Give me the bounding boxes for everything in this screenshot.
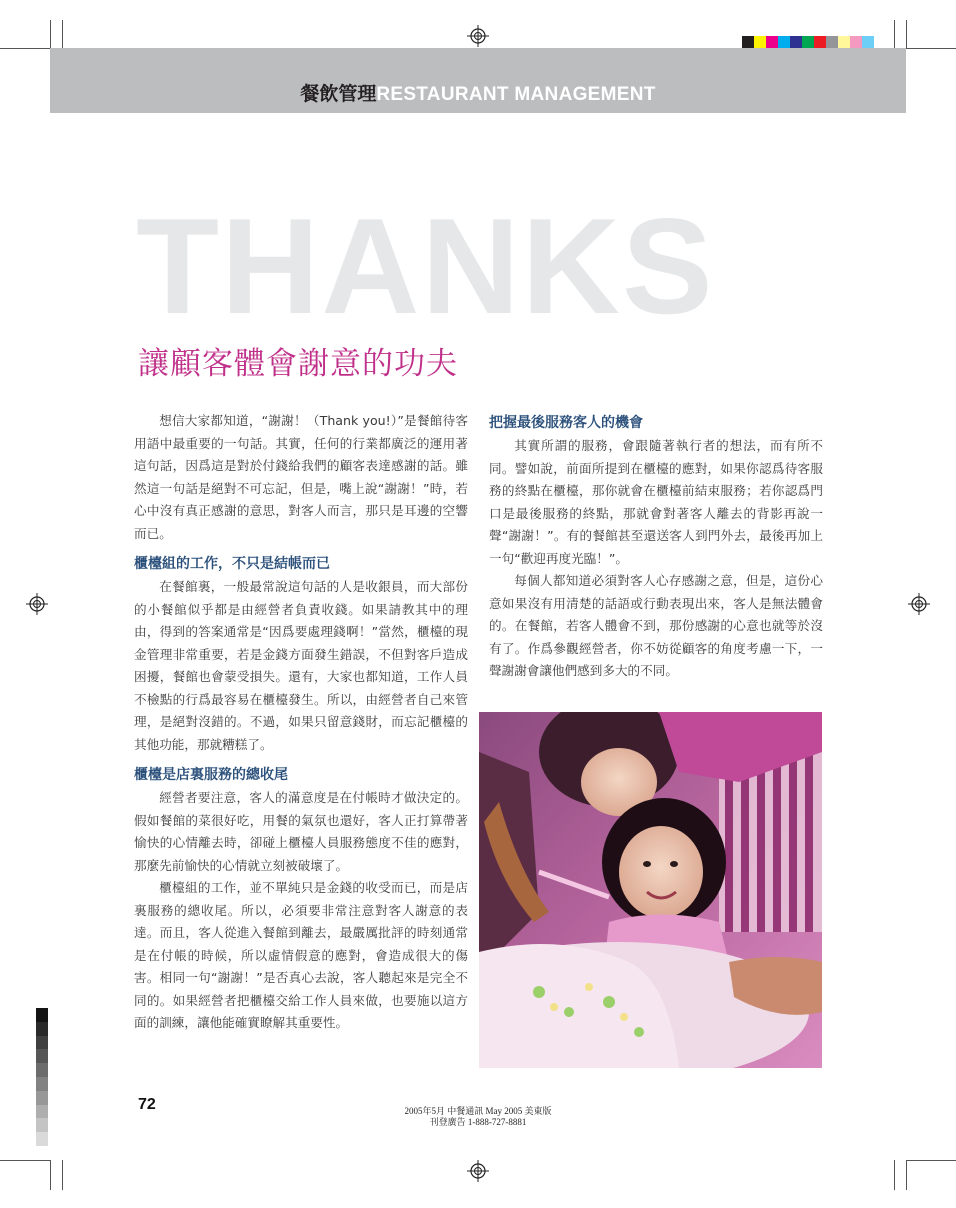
footer-line-1: 2005年5月 中餐通訊 May 2005 美東版 [404, 1106, 552, 1116]
paragraph: 其實所謂的服務，會跟隨著執行者的想法，而有所不同。譬如說，前面所提到在櫃檯的應對，如果你認爲待客服務的終點在櫃檯，那你就會在櫃檯前結束服務；若你認爲門口是最後服務的終點，那就會對著客人離去的背影再說一聲“謝謝！”。有的餐館甚至還送客人到門外去，最後再加上一句“歡迎再度光臨！”。 [489, 438, 823, 566]
color-swatch [838, 36, 850, 48]
color-swatch [754, 36, 766, 48]
section-header [0, 84, 956, 106]
crop-mark [50, 20, 51, 48]
paragraph: 經營者要注意，客人的滿意度是在付帳時才做決定的。假如餐館的菜很好吃，用餐的氣氛也還好，客人正打算帶著愉快的心情離去時，卻碰上櫃檯人員服務態度不佳的應對，那麼先前愉快的心情就立刻被破壞了。 [134, 790, 468, 873]
color-swatch [766, 36, 778, 48]
footer-line-2: 刊登廣告 1-888-727-8881 [429, 1117, 527, 1127]
left-column [134, 410, 468, 1035]
crop-mark [0, 1160, 50, 1161]
registration-mark-icon [467, 25, 489, 47]
article-title: 讓顧客體會謝意的功夫 [138, 346, 458, 382]
footer [300, 1106, 656, 1128]
color-bar [742, 36, 874, 48]
right-column [489, 411, 823, 683]
color-swatch [814, 36, 826, 48]
color-swatch [826, 36, 838, 48]
page-number: 72 [138, 1096, 156, 1113]
section-heading: 櫃檯組的工作，不只是結帳而已 [134, 556, 330, 572]
grayscale-step [36, 1049, 48, 1063]
registration-mark-icon [908, 593, 930, 615]
section-title-english: RESTAURANT MANAGEMENT [376, 84, 656, 105]
crop-mark [906, 1160, 907, 1190]
paragraph: 櫃檯組的工作，並不單純只是金錢的收受而已，而是店裏服務的總收尾。所以，必須要非常注意對客人謝意的表達。而且，客人從進入餐館到離去，最嚴厲批評的時刻通常是在付帳的時候，所以虛情假意的應對，會造成很大的傷害。相同一句“謝謝！”是否真心去說，客人聽起來是完全不同的。如果經營者把櫃檯交給工作人員來做，也要施以這方面的訓練，讓他能確實瞭解其重要性。 [134, 880, 468, 1030]
color-swatch [742, 36, 754, 48]
section-title-chinese: 餐飲管理 [300, 84, 377, 105]
background-word: THANKS [136, 190, 715, 342]
crop-mark [62, 20, 63, 48]
registration-mark-icon [467, 1160, 489, 1182]
crop-mark [906, 20, 907, 48]
color-swatch [802, 36, 814, 48]
crop-mark [906, 48, 956, 49]
crop-mark [894, 20, 895, 48]
color-swatch [850, 36, 862, 48]
section-heading: 把握最後服務客人的機會 [489, 415, 643, 431]
crop-mark [894, 1160, 895, 1190]
paragraph: 想信大家都知道，“謝謝！（Thank you!）”是餐館待客用語中最重要的一句話。其實，任何的行業都廣泛的運用著這句話，因爲這是對於付錢給我們的顧客表達感謝的話。雖然這一句話是絕對不可忘記，但是，嘴上說“謝謝！”時，若心中沒有真正感謝的意思，對客人而言，那只是耳邊的空響而已。 [134, 413, 468, 541]
color-swatch [778, 36, 790, 48]
grayscale-step [36, 1036, 48, 1050]
crop-mark [62, 1160, 63, 1190]
grayscale-step [36, 1063, 48, 1077]
grayscale-step [36, 1077, 48, 1091]
crop-mark [50, 1160, 51, 1190]
grayscale-step [36, 1091, 48, 1105]
registration-mark-icon [26, 593, 48, 615]
section-heading: 櫃檯是店裏服務的總收尾 [134, 767, 288, 783]
grayscale-step [36, 1132, 48, 1146]
crop-mark [906, 1160, 956, 1161]
color-swatch [790, 36, 802, 48]
grayscale-step [36, 1008, 48, 1022]
grayscale-bar [36, 1008, 48, 1146]
grayscale-step [36, 1022, 48, 1036]
grayscale-step [36, 1118, 48, 1132]
paragraph: 在餐館裏，一般最常說這句話的人是收銀員，而大部份的小餐館似乎都是由經營者負責收錢。如果請教其中的理由，得到的答案通常是“因爲要處理錢啊！”當然，櫃檯的現金管理非常重要，若是金錢方面發生錯誤，不但對客戶造成困擾，餐館也會蒙受損失。還有，大家也都知道，工作人員不檢點的行爲最容易在櫃檯發生。所以，由經營者自己來管理，是絕對沒錯的。不過，如果只留意錢財，而忘記櫃檯的其他功能，那就糟糕了。 [134, 579, 468, 752]
color-swatch [862, 36, 874, 48]
article-photo [479, 712, 822, 1068]
paragraph: 每個人都知道必須對客人心存感謝之意，但是，這份心意如果沒有用清楚的話語或行動表現出來，客人是無法體會的。在餐館，若客人體會不到，那份感謝的心意也就等於沒有了。作爲參觀經營者，你不妨從顧客的角度考慮一下，一聲謝謝會讓他們感到多大的不同。 [489, 573, 823, 678]
crop-mark [0, 48, 50, 49]
grayscale-step [36, 1105, 48, 1119]
spacer [134, 545, 468, 552]
spacer [134, 756, 468, 763]
